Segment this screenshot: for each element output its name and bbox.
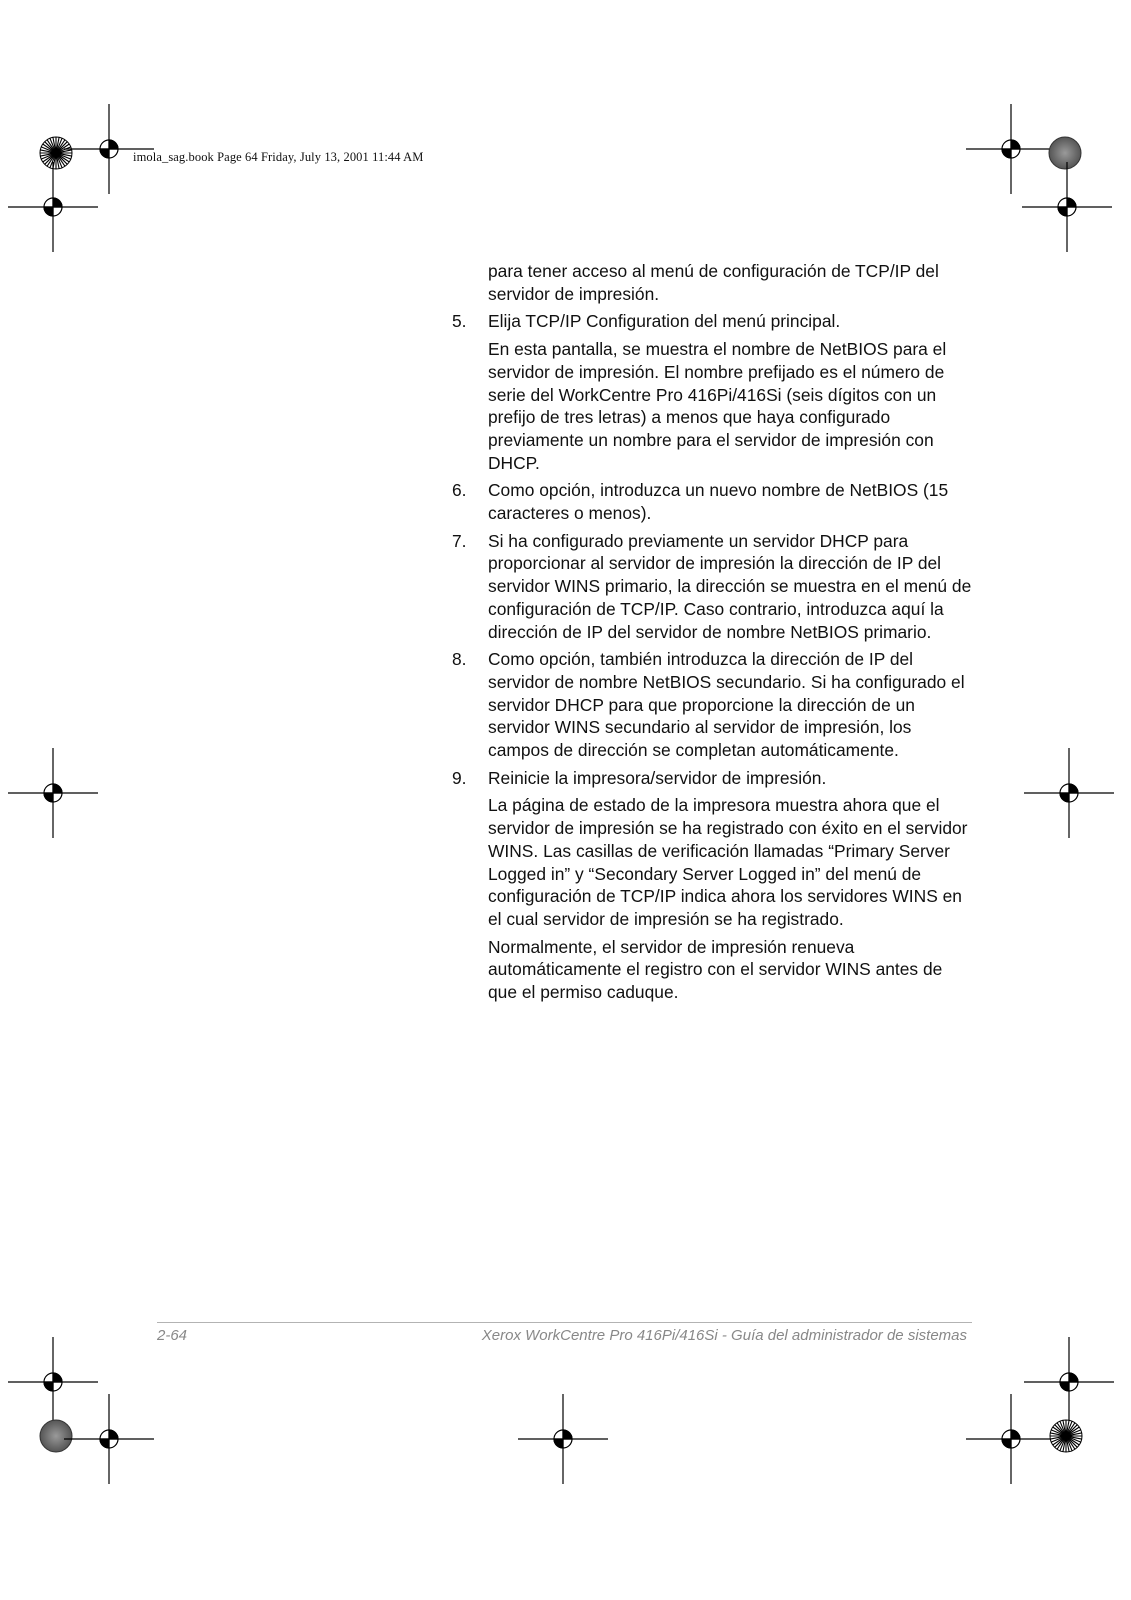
step-note: En esta pantalla, se muestra el nombre de NetBIOS para el servidor de impresión. El nombre prefijado es el número de serie del WorkCentre Pro 416Pi/416Si (seis dígitos con un prefijo de tres letras) a menos que haya configurado previamente un nombre para el servidor de impresión con DHCP. — [488, 339, 947, 473]
list-text: Como opción, introduzca un nuevo nombre de NetBIOS (15 caracteres o menos). — [488, 480, 949, 524]
print-slug: imola_sag.book Page 64 Friday, July 13, 2001 11:44 AM — [133, 150, 424, 164]
list-number: 7. — [452, 530, 467, 551]
list-text: Elija TCP/IP Configuration del menú principal. — [488, 311, 841, 332]
page-number: 2-64 — [157, 1327, 188, 1344]
list-number: 9. — [452, 767, 467, 788]
step-note: La página de estado de la impresora muestra ahora que el servidor de impresión se ha registrado con éxito en el servidor WINS. Las casillas de verificación llamadas “Primary Server Logged in” y “Secondary Server Logged in” del menú de configuración de TCP/IP indica ahora los servidores WINS en el cual servidor de impresión se ha registrado. — [488, 795, 968, 929]
list-text: Como opción, también introduzca la dirección de IP del servidor de nombre NetBIOS secundario. Si ha configurado el servidor DHCP para que proporcione la dirección de un servidor WINS secundario al servidor de impresión, los campos de dirección se completan automáticamente. — [488, 649, 965, 761]
list-item — [452, 310, 972, 333]
list-number: 5. — [452, 311, 467, 332]
list-text: Reinicie la impresora/servidor de impresión. — [488, 767, 827, 788]
footer-rule — [157, 1322, 972, 1323]
step-note: Normalmente, el servidor de impresión renueva automáticamente el registro con el servidor WINS antes de que el permiso caduque. — [488, 936, 943, 1003]
list-item — [452, 648, 972, 762]
list-item — [452, 479, 972, 524]
list-item — [452, 767, 972, 790]
list-item — [452, 530, 972, 644]
list-text: Si ha configurado previamente un servidor DHCP para proporcionar al servidor de impresión la dirección de IP del servidor WINS primario, la dirección se muestra en el menú de configuración de TCP/IP. Caso contrario, introduzca aquí la dirección de IP del servidor de nombre NetBIOS primario. — [488, 530, 972, 642]
footer-title: Xerox WorkCentre Pro 416Pi/416Si - Guía del administrador de sistemas — [481, 1327, 967, 1344]
body-content — [452, 260, 972, 1009]
list-number: 6. — [452, 480, 467, 501]
intro-paragraph: para tener acceso al menú de configuración de TCP/IP del servidor de impresión. — [488, 261, 939, 304]
list-number: 8. — [452, 649, 467, 670]
